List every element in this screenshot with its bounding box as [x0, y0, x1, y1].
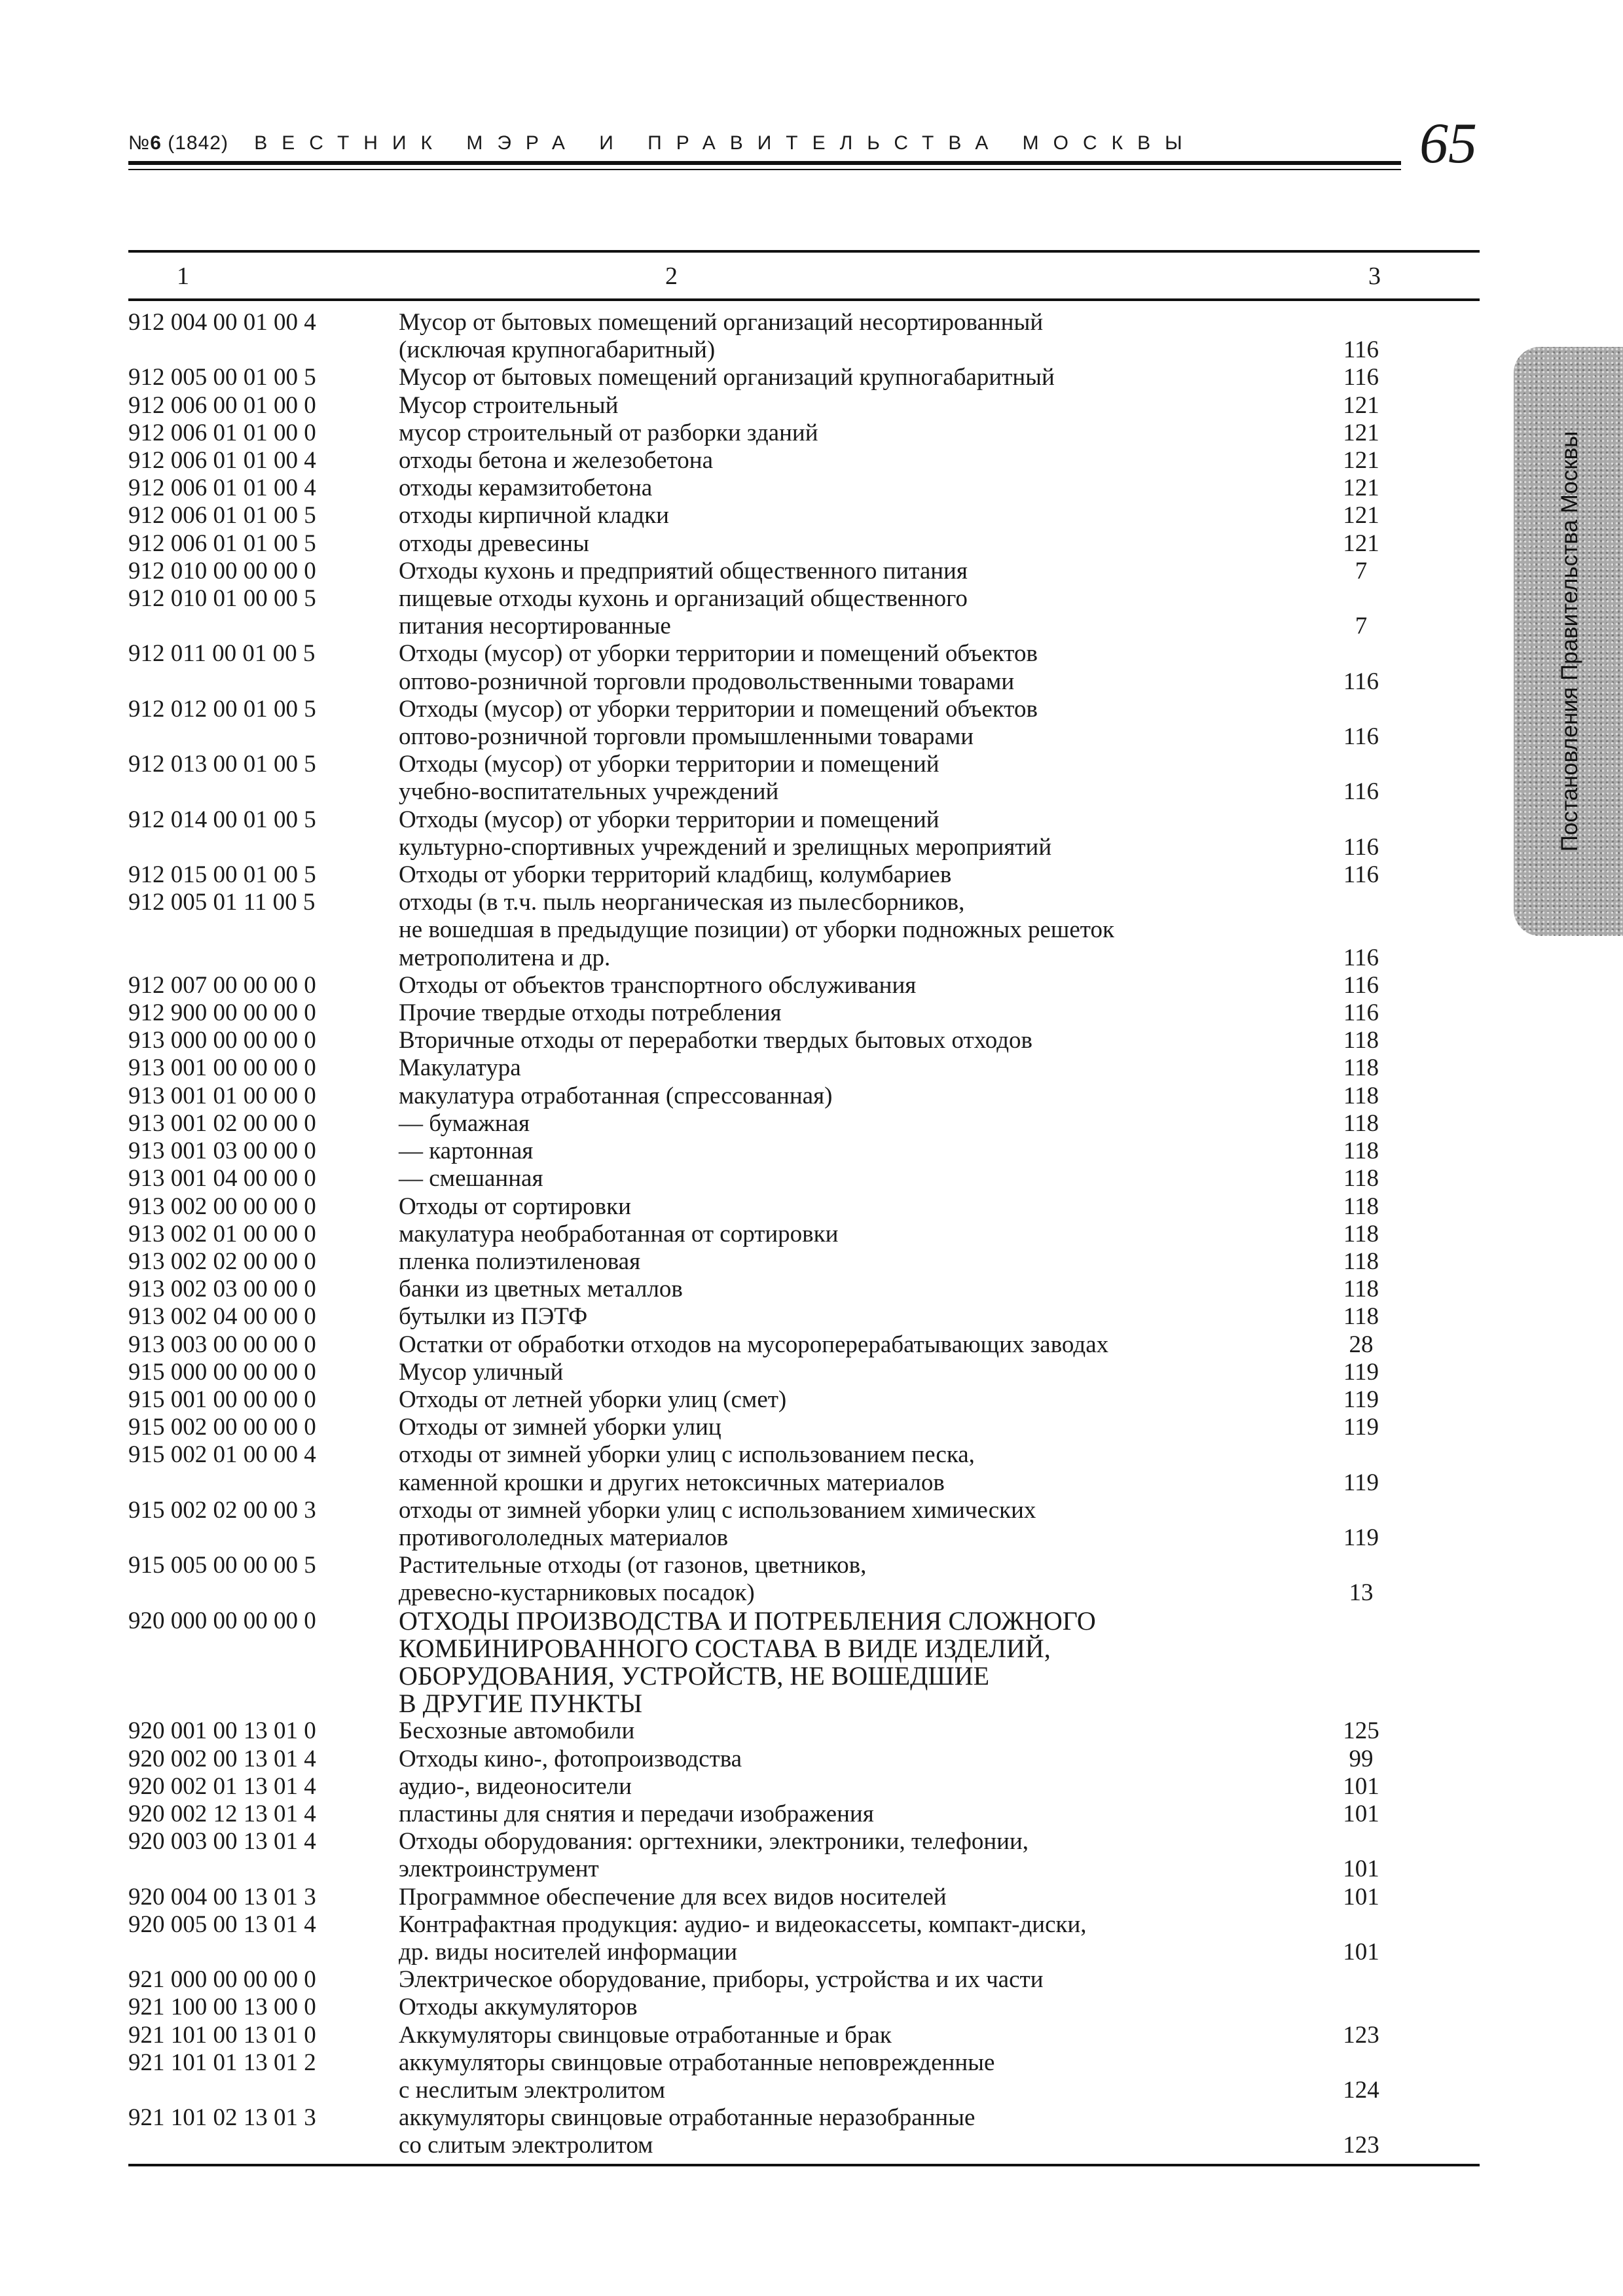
value-text: 101	[1343, 1883, 1379, 1910]
table-row	[128, 1027, 1480, 1054]
table-row	[128, 1607, 1480, 1718]
value-cell	[1328, 1054, 1394, 1082]
name-cell: Отходы аккумуляторов	[399, 1994, 638, 2021]
value-text: 116	[1343, 668, 1379, 695]
code-cell: 920 002 00 13 01 4	[128, 1745, 316, 1772]
value-cell	[1328, 696, 1394, 751]
name-cell: Отходы оборудования: оргтехники, электроники, телефонии, электроинструмент	[399, 1828, 1029, 1883]
name-cell: аккумуляторы свинцовые отработанные неповрежденные с неслитым электролитом	[399, 2049, 995, 2104]
name-cell: пищевые отходы кухонь и организаций общественного питания несортированные	[399, 585, 968, 640]
code-cell: 912 012 00 01 00 5	[128, 695, 316, 723]
code-cell: 913 002 03 00 00 0	[128, 1276, 316, 1303]
value-text: 118	[1343, 1303, 1379, 1331]
code-cell: 913 001 04 00 00 0	[128, 1165, 316, 1193]
table-row	[128, 972, 1480, 999]
code-cell: 915 000 00 00 00 0	[128, 1358, 316, 1386]
value-text: 119	[1343, 1358, 1379, 1386]
table-row	[128, 1717, 1480, 1745]
table-row	[128, 1746, 1480, 1773]
header-rule-thin	[128, 169, 1401, 170]
value-text: 118	[1343, 1054, 1379, 1082]
value-cell	[1328, 1331, 1394, 1359]
table-row	[128, 1911, 1480, 1966]
value-cell	[1328, 1303, 1394, 1331]
value-cell	[1328, 640, 1394, 695]
value-text: 101	[1343, 1938, 1379, 1965]
name-cell: аккумуляторы свинцовые отработанные неразобранные со слитым электролитом	[399, 2104, 976, 2159]
table-row	[128, 1331, 1480, 1359]
issue-number: 6	[150, 132, 162, 154]
code-cell: 913 001 03 00 00 0	[128, 1138, 316, 1165]
code-cell: 912 006 01 01 00 4	[128, 447, 316, 475]
value-cell	[1328, 1276, 1394, 1303]
value-text: 116	[1343, 999, 1379, 1027]
name-cell: отходы древесины	[399, 529, 589, 557]
name-cell: Растительные отходы (от газонов, цветников, древесно-кустарниковых посадок)	[399, 1552, 867, 1607]
value-cell	[1328, 1801, 1394, 1828]
code-cell: 912 006 01 01 00 5	[128, 502, 316, 529]
name-cell: Остатки от обработки отходов на мусороперерабатывающих заводах	[399, 1331, 1109, 1358]
table-row	[128, 1276, 1480, 1303]
value-text: 118	[1343, 1247, 1379, 1275]
code-cell: 913 001 02 00 00 0	[128, 1109, 316, 1137]
value-cell	[1328, 1138, 1394, 1165]
value-text: 116	[1343, 944, 1379, 971]
table-row	[128, 1138, 1480, 1165]
code-cell: 912 014 00 01 00 5	[128, 806, 316, 833]
code-cell: 913 003 00 00 00 0	[128, 1331, 316, 1358]
name-cell: Отходы (мусор) от уборки территории и помещений объектов оптово-розничной торговли продовольственными товарами	[399, 640, 1038, 695]
name-cell: отходы (в т.ч. пыль неорганическая из пылесборников, не вошедшая в предыдущие позиции) от уборки подножных решеток метрополитена и др.	[399, 889, 1114, 971]
code-cell: 912 006 01 01 00 5	[128, 529, 316, 557]
value-text: 119	[1343, 1524, 1379, 1551]
value-cell	[1328, 861, 1394, 889]
code-cell: 913 001 01 00 00 0	[128, 1082, 316, 1109]
name-cell: Макулатура	[399, 1054, 521, 1082]
code-cell: 921 100 00 13 00 0	[128, 1994, 316, 2021]
value-text: 119	[1343, 1414, 1379, 1441]
table-row	[128, 447, 1480, 475]
code-cell: 921 000 00 00 00 0	[128, 1966, 316, 1994]
table-row	[128, 1828, 1480, 1883]
name-cell: макулатура необработанная от сортировки	[399, 1220, 839, 1247]
name-cell: ОТХОДЫ ПРОИЗВОДСТВА И ПОТРЕБЛЕНИЯ СЛОЖНОГО КОМБИНИРОВАННОГО СОСТАВА В ВИДЕ ИЗДЕЛИЙ, ОБОРУДОВАНИЯ, УСТРОЙСТВ, НЕ ВОШЕДШИЕ В ДРУГИЕ ПУНКТЫ	[399, 1605, 1096, 1719]
name-cell: Отходы от зимней уборки улиц	[399, 1414, 721, 1441]
code-cell: 921 101 01 13 01 2	[128, 2049, 316, 2076]
code-cell: 915 005 00 00 00 5	[128, 1552, 316, 1579]
code-cell: 913 002 04 00 00 0	[128, 1303, 316, 1331]
code-cell: 920 005 00 13 01 4	[128, 1910, 316, 1938]
value-text: 118	[1343, 1138, 1379, 1165]
code-cell: 915 002 02 00 00 3	[128, 1496, 316, 1524]
table-row	[128, 2104, 1480, 2159]
value-text: 118	[1343, 1193, 1379, 1220]
table-row	[128, 558, 1480, 585]
code-cell: 912 007 00 00 00 0	[128, 971, 316, 999]
table-body	[128, 309, 1480, 2160]
value-text: 101	[1343, 1856, 1379, 1883]
value-cell	[1328, 1607, 1394, 1718]
value-cell	[1328, 1994, 1394, 2021]
table-row	[128, 2049, 1480, 2104]
value-cell	[1328, 1717, 1394, 1745]
table-row	[128, 502, 1480, 529]
name-cell: мусор строительный от разборки зданий	[399, 419, 818, 446]
name-cell: Отходы (мусор) от уборки территории и помещений культурно-спортивных учреждений и зрелищных мероприятий	[399, 806, 1052, 861]
value-text: 116	[1343, 723, 1379, 751]
table-row	[128, 1359, 1480, 1386]
value-cell	[1328, 1828, 1394, 1883]
name-cell: отходы кирпичной кладки	[399, 502, 669, 529]
name-cell: банки из цветных металлов	[399, 1276, 683, 1303]
value-cell	[1328, 999, 1394, 1027]
value-cell	[1328, 392, 1394, 420]
name-cell: пленка полиэтиленовая	[399, 1247, 641, 1275]
name-cell: Отходы (мусор) от уборки территории и помещений учебно-воспитательных учреждений	[399, 751, 939, 806]
value-cell	[1328, 1966, 1394, 1994]
code-cell: 913 000 00 00 00 0	[128, 1027, 316, 1054]
value-cell	[1328, 1083, 1394, 1110]
value-cell	[1328, 2022, 1394, 2049]
name-cell: Мусор от бытовых помещений организаций несортированный (исключая крупногабаритный)	[399, 309, 1044, 364]
value-text: 118	[1343, 1109, 1379, 1137]
table-row	[128, 1994, 1480, 2021]
code-cell: 912 004 00 01 00 4	[128, 309, 316, 336]
value-cell	[1328, 972, 1394, 999]
value-cell	[1328, 1359, 1394, 1386]
table-row	[128, 1083, 1480, 1110]
table-row	[128, 1497, 1480, 1552]
code-cell: 915 001 00 00 00 0	[128, 1386, 316, 1413]
value-text: 7	[1355, 557, 1368, 584]
value-cell	[1328, 806, 1394, 861]
header-rule	[128, 161, 1401, 165]
name-cell: Бесхозные автомобили	[399, 1717, 635, 1745]
value-text: 123	[1343, 2021, 1379, 2049]
value-cell	[1328, 1414, 1394, 1441]
name-cell: отходы от зимней уборки улиц с использованием химических противогололедных материалов	[399, 1496, 1036, 1551]
table-row	[128, 889, 1480, 972]
value-text: 121	[1343, 419, 1379, 446]
table-row	[128, 1552, 1480, 1607]
value-cell	[1328, 309, 1394, 364]
value-text: 119	[1343, 1469, 1379, 1496]
table-header-rule	[128, 298, 1480, 301]
value-text: 118	[1343, 1276, 1379, 1303]
code-cell: 912 006 01 01 00 4	[128, 475, 316, 502]
code-cell: 920 004 00 13 01 3	[128, 1883, 316, 1910]
value-text: 121	[1343, 475, 1379, 502]
name-cell: Контрафактная продукция: аудио- и видеокассеты, компакт-диски, др. виды носителей информации	[399, 1910, 1087, 1965]
code-cell: 913 002 02 00 00 0	[128, 1247, 316, 1275]
code-cell: 912 010 00 00 00 0	[128, 557, 316, 584]
code-cell: 921 101 02 13 01 3	[128, 2104, 316, 2132]
name-cell: Отходы кино-, фотопроизводства	[399, 1745, 742, 1772]
name-cell: Мусор от бытовых помещений организаций крупногабаритный	[399, 364, 1055, 391]
name-cell: Отходы от летней уборки улиц (смет)	[399, 1386, 787, 1413]
value-text: 116	[1343, 778, 1379, 806]
table-row	[128, 1193, 1480, 1221]
code-cell: 913 001 00 00 00 0	[128, 1054, 316, 1082]
value-cell	[1328, 1248, 1394, 1276]
code-cell: 920 000 00 00 00 0	[128, 1607, 316, 1634]
name-cell: отходы керамзитобетона	[399, 475, 653, 502]
code-cell: 912 900 00 00 00 0	[128, 999, 316, 1027]
name-cell: — бумажная	[399, 1109, 530, 1137]
code-cell: 915 002 00 00 00 0	[128, 1414, 316, 1441]
name-cell: бутылки из ПЭТФ	[399, 1303, 588, 1331]
value-cell	[1328, 585, 1394, 640]
value-text: 116	[1343, 364, 1379, 391]
waste-classification-table	[128, 250, 1480, 2166]
table-row	[128, 696, 1480, 751]
table-row	[128, 1801, 1480, 1828]
value-cell	[1328, 1165, 1394, 1193]
value-text: 118	[1343, 1082, 1379, 1109]
name-cell: Электрическое оборудование, приборы, устройства и их части	[399, 1966, 1044, 1994]
code-cell: 915 002 01 00 00 4	[128, 1441, 316, 1469]
value-text: 121	[1343, 447, 1379, 475]
value-cell	[1328, 889, 1394, 972]
table-row	[128, 420, 1480, 447]
value-cell	[1328, 2104, 1394, 2159]
table-row	[128, 1884, 1480, 1911]
name-cell: Отходы (мусор) от уборки территории и помещений объектов оптово-розничной торговли промышленными товарами	[399, 695, 1038, 751]
value-text: 118	[1343, 1220, 1379, 1247]
name-cell: Отходы от объектов транспортного обслуживания	[399, 971, 917, 999]
table-row	[128, 475, 1480, 502]
value-cell	[1328, 1441, 1394, 1496]
table-row	[128, 1221, 1480, 1248]
value-cell	[1328, 420, 1394, 447]
value-cell	[1328, 447, 1394, 475]
value-cell	[1328, 1773, 1394, 1801]
value-cell	[1328, 1110, 1394, 1138]
value-text: 116	[1343, 336, 1379, 364]
value-cell	[1328, 751, 1394, 806]
name-cell: Отходы кухонь и предприятий общественного питания	[399, 557, 968, 584]
name-cell: Мусор строительный	[399, 391, 619, 419]
code-cell: 912 005 00 01 00 5	[128, 364, 316, 391]
column-header-3: 3	[1368, 262, 1381, 290]
value-text: 121	[1343, 529, 1379, 557]
value-text: 7	[1355, 613, 1368, 640]
table-row	[128, 585, 1480, 640]
page-header	[128, 112, 1477, 181]
value-cell	[1328, 1193, 1394, 1221]
value-cell	[1328, 1386, 1394, 1414]
page-number: 65	[1419, 112, 1477, 175]
value-text: 116	[1343, 833, 1379, 861]
table-row	[128, 640, 1480, 695]
code-cell: 921 101 00 13 01 0	[128, 2021, 316, 2049]
code-cell: 912 013 00 01 00 5	[128, 751, 316, 778]
value-text: 101	[1343, 1772, 1379, 1800]
journal-masthead	[128, 132, 1197, 154]
value-text: 118	[1343, 1027, 1379, 1054]
table-row	[128, 1966, 1480, 1994]
value-text: 116	[1343, 861, 1379, 889]
code-cell: 912 015 00 01 00 5	[128, 861, 316, 889]
table-row	[128, 1386, 1480, 1414]
section-side-tab-label: Постановления Правительства Москвы	[1557, 431, 1582, 852]
table-row	[128, 392, 1480, 420]
value-text: 99	[1349, 1745, 1374, 1772]
name-cell: аудио-, видеоносители	[399, 1772, 632, 1800]
value-cell	[1328, 1221, 1394, 1248]
name-cell: — картонная	[399, 1138, 534, 1165]
code-cell: 920 001 00 13 01 0	[128, 1717, 316, 1745]
table-row	[128, 1054, 1480, 1082]
value-cell	[1328, 2049, 1394, 2104]
code-cell: 920 002 01 13 01 4	[128, 1772, 316, 1800]
table-row	[128, 530, 1480, 558]
table-row	[128, 751, 1480, 806]
value-cell	[1328, 1497, 1394, 1552]
value-text: 116	[1343, 971, 1379, 999]
issue-total: (1842)	[168, 132, 228, 154]
issue-prefix: №	[128, 132, 151, 154]
table-row	[128, 1414, 1480, 1441]
table-row	[128, 1165, 1480, 1193]
column-header-2: 2	[665, 262, 678, 290]
table-header-row	[128, 253, 1480, 298]
value-text: 101	[1343, 1800, 1379, 1827]
column-header-1: 1	[177, 262, 189, 290]
value-text: 118	[1343, 1165, 1379, 1193]
value-text: 13	[1349, 1579, 1374, 1607]
code-cell: 912 005 01 11 00 5	[128, 889, 316, 916]
value-text: 125	[1343, 1717, 1379, 1745]
table-row	[128, 999, 1480, 1027]
code-cell: 912 006 01 01 00 0	[128, 419, 316, 446]
value-text: 124	[1343, 2077, 1379, 2104]
table-row	[128, 806, 1480, 861]
name-cell: Мусор уличный	[399, 1358, 564, 1386]
code-cell: 912 010 01 00 00 5	[128, 585, 316, 613]
name-cell: Вторичные отходы от переработки твердых бытовых отходов	[399, 1027, 1033, 1054]
value-text: 121	[1343, 391, 1379, 419]
journal-title: ВЕСТНИК МЭРА И ПРАВИТЕЛЬСТВА МОСКВЫ	[254, 132, 1197, 154]
value-cell	[1328, 1027, 1394, 1054]
code-cell: 913 002 01 00 00 0	[128, 1220, 316, 1247]
name-cell: Отходы от сортировки	[399, 1193, 631, 1220]
name-cell: отходы бетона и железобетона	[399, 447, 714, 475]
name-cell: Отходы от уборки территорий кладбищ, колумбариев	[399, 861, 952, 889]
table-row	[128, 1303, 1480, 1331]
table-row	[128, 364, 1480, 391]
table-row	[128, 2022, 1480, 2049]
name-cell: — смешанная	[399, 1165, 543, 1193]
value-cell	[1328, 364, 1394, 391]
value-cell	[1328, 558, 1394, 585]
name-cell: отходы от зимней уборки улиц с использованием песка, каменной крошки и других нетоксичных материалов	[399, 1441, 975, 1496]
value-cell	[1328, 475, 1394, 502]
value-text: 119	[1343, 1386, 1379, 1413]
name-cell: макулатура отработанная (спрессованная)	[399, 1082, 833, 1109]
value-cell	[1328, 1746, 1394, 1773]
value-cell	[1328, 1911, 1394, 1966]
table-bottom-rule	[128, 2164, 1480, 2166]
code-cell: 912 011 00 01 00 5	[128, 640, 316, 668]
name-cell: Аккумуляторы свинцовые отработанные и брак	[399, 2021, 892, 2049]
value-cell	[1328, 1884, 1394, 1911]
name-cell: Программное обеспечение для всех видов носителей	[399, 1883, 947, 1910]
code-cell: 920 002 12 13 01 4	[128, 1800, 316, 1827]
name-cell: пластины для снятия и передачи изображения	[399, 1800, 874, 1827]
table-row	[128, 1110, 1480, 1138]
value-cell	[1328, 530, 1394, 558]
name-cell: Прочие твердые отходы потребления	[399, 999, 782, 1027]
code-cell: 912 006 00 01 00 0	[128, 391, 316, 419]
table-row	[128, 1248, 1480, 1276]
code-cell: 920 003 00 13 01 4	[128, 1828, 316, 1856]
value-text: 28	[1349, 1331, 1374, 1358]
value-text: 123	[1343, 2132, 1379, 2159]
value-text: 121	[1343, 502, 1379, 529]
value-cell	[1328, 502, 1394, 529]
table-row	[128, 309, 1480, 364]
code-cell: 913 002 00 00 00 0	[128, 1193, 316, 1220]
table-row	[128, 1773, 1480, 1801]
table-row	[128, 861, 1480, 889]
table-row	[128, 1441, 1480, 1496]
value-cell	[1328, 1552, 1394, 1607]
